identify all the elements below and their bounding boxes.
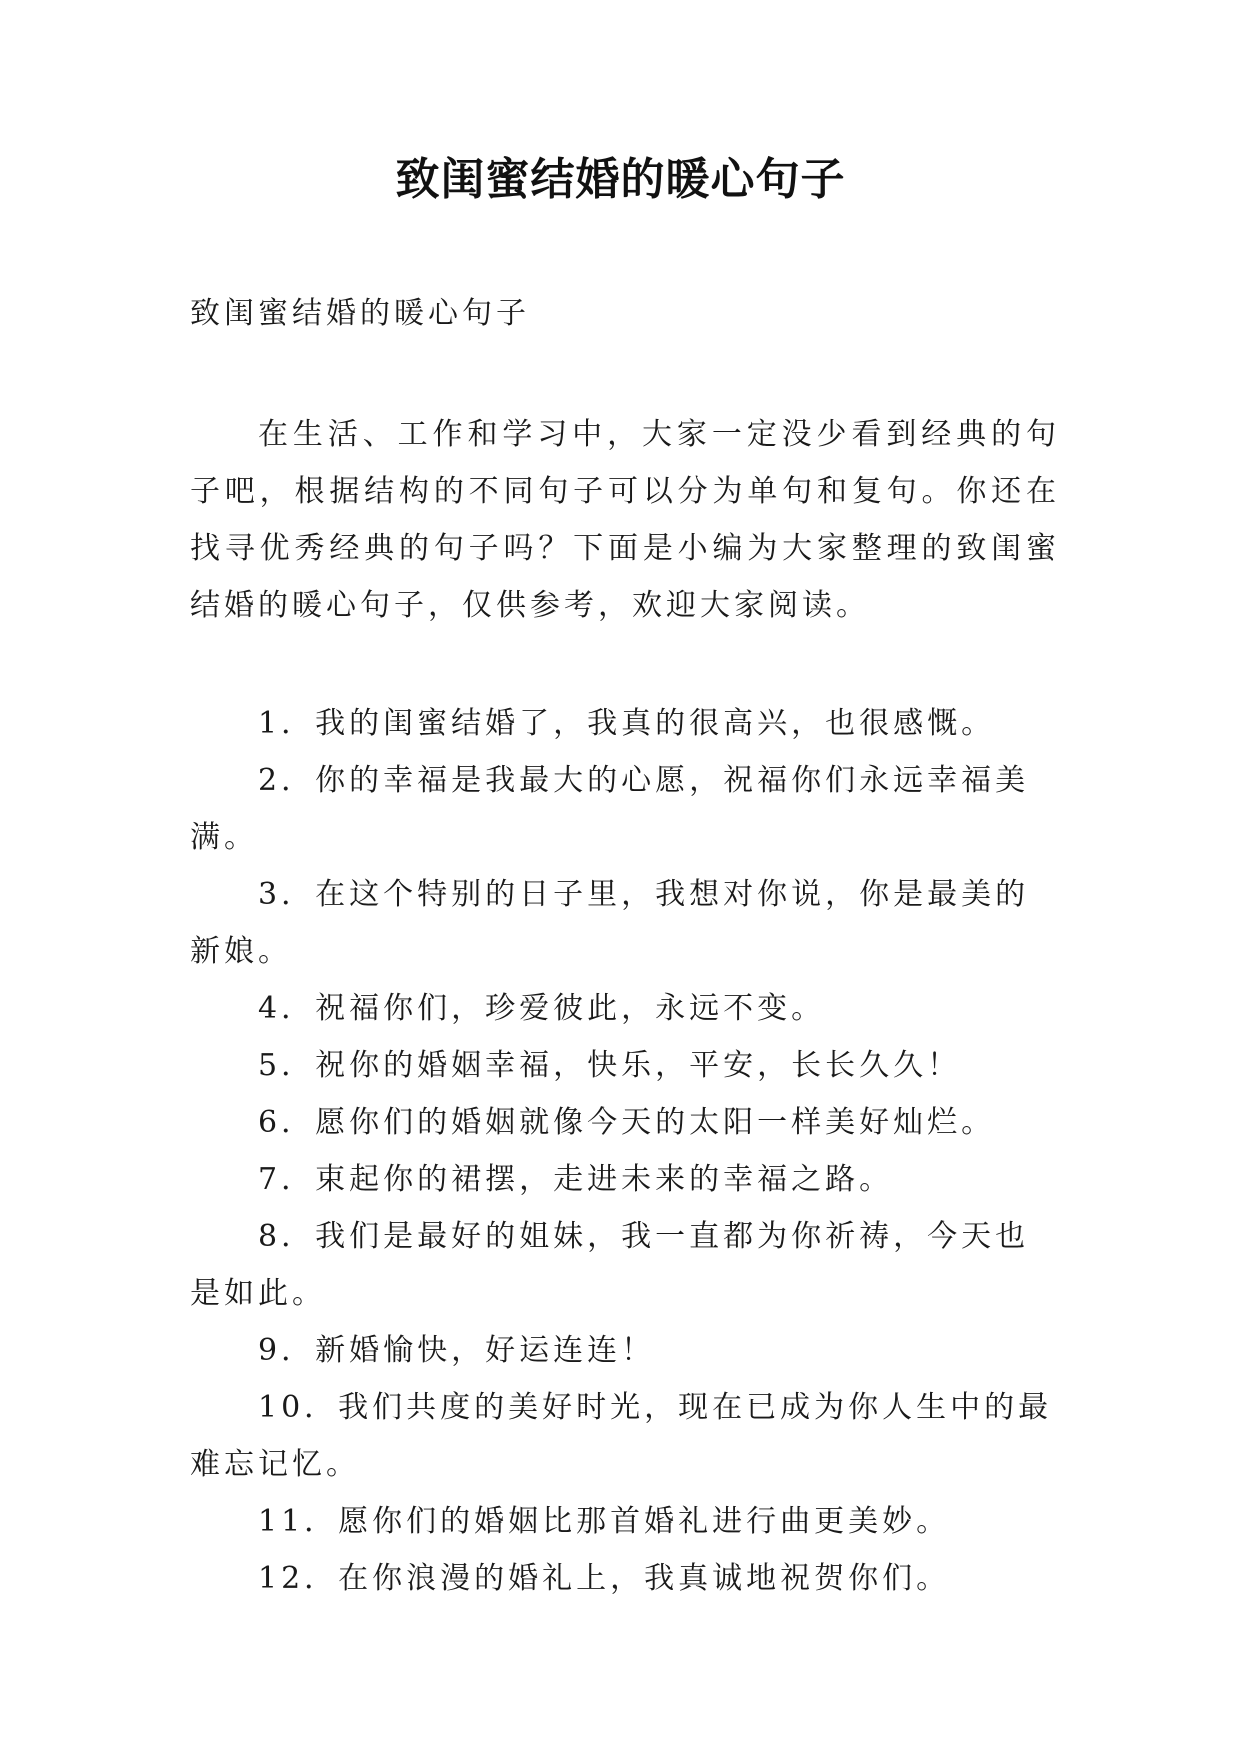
list-item: 3．在这个特别的日子里，我想对你说，你是最美的新娘。 (190, 877, 1030, 969)
list-item: 7．束起你的裙摆，走进未来的幸福之路。 (258, 1162, 894, 1197)
list-item: 4．祝福你们，珍爱彼此，永远不变。 (258, 991, 826, 1026)
list-item: 8．我们是最好的姐妹，我一直都为你祈祷，今天也是如此。 (190, 1219, 1030, 1311)
list-item: 5．祝你的婚姻幸福，快乐，平安，长长久久！ (258, 1048, 962, 1083)
sentence-list (190, 695, 1060, 1607)
intro-paragraph: 在生活、工作和学习中，大家一定没少看到经典的句子吧，根据结构的不同句子可以分为单句和复句。你还在找寻优秀经典的句子吗？下面是小编为大家整理的致闺蜜结婚的暖心句子，仅供参考，欢迎大家阅读。 (190, 417, 1060, 623)
list-item: 11．愿你们的婚姻比那首婚礼进行曲更美妙。 (258, 1504, 951, 1539)
document-title: 致闺蜜结婚的暖心句子 (395, 154, 846, 205)
list-item: 10．我们共度的美好时光，现在已成为你人生中的最难忘记忆。 (190, 1390, 1053, 1482)
list-item: 9．新婚愉快，好运连连！ (258, 1333, 656, 1368)
list-item: 12．在你浪漫的婚礼上，我真诚地祝贺你们。 (258, 1561, 951, 1596)
list-item: 6．愿你们的婚姻就像今天的太阳一样美好灿烂。 (258, 1105, 996, 1140)
document-subtitle: 致闺蜜结婚的暖心句子 (190, 296, 530, 331)
list-item: 2．你的幸福是我最大的心愿，祝福你们永远幸福美满。 (190, 763, 1030, 855)
list-item: 1．我的闺蜜结婚了，我真的很高兴，也很感慨。 (258, 706, 996, 741)
